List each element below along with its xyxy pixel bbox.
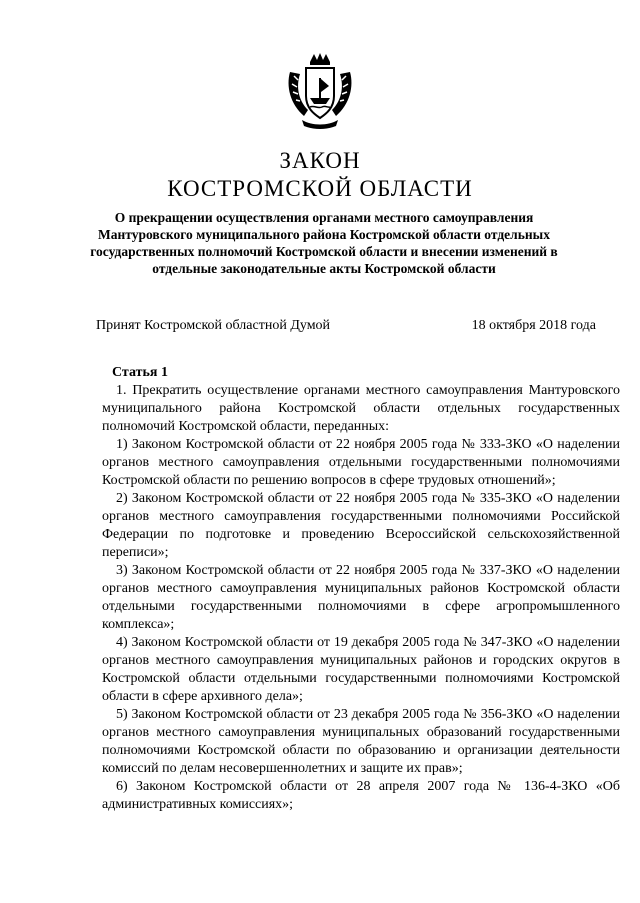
adopted-date: 18 октября 2018 года	[471, 318, 596, 333]
article-item-2: 2) Законом Костромской области от 22 ноября 2005 года № 335-ЗКО «О наделении органов местного самоуправления государственными полномочиями Российской Федерации по подготовке и проведению Всероссийской сельскохозяйственной переписи»;	[102, 491, 620, 560]
document-title-line1: ЗАКОН	[279, 148, 361, 173]
adopted-by: Принят Костромской областной Думой	[96, 318, 331, 333]
article-item-3: 3) Законом Костромской области от 22 ноября 2005 года № 337-ЗКО «О наделении органов местного самоуправления муниципальных районов Костромской области отдельными государственными полномочиями в сфере агропромышленного комплекса»;	[102, 563, 620, 632]
document-title-line2: КОСТРОМСКОЙ ОБЛАСТИ	[167, 176, 473, 201]
article-item-4: 4) Законом Костромской области от 19 декабря 2005 года № 347-ЗКО «О наделении органов местного самоуправления муниципальных районов и городских округов в Костромской области отдельными государственными полномочиями Костромской области в сфере архивного дела»;	[102, 635, 620, 704]
article-item-6: 6) Законом Костромской области от 28 апреля 2007 года № 136-4-ЗКО «Об административных комиссиях»;	[102, 779, 620, 812]
law-heading: О прекращении осуществления органами местного самоуправления Мантуровского муниципального района Костромской области отдельных государственных полномочий Костромской области и внесении изменений в отдельные законодательные акты Костромской области	[90, 210, 558, 276]
article-item-5: 5) Законом Костромской области от 23 декабря 2005 года № 356-ЗКО «О наделении органов местного самоуправления муниципальных образований государственными полномочиями Костромской области по образованию и организации деятельности комиссий по делам несовершеннолетних и защите их прав»;	[102, 707, 620, 776]
article-paragraph-1: 1. Прекратить осуществление органами местного самоуправления Мантуровского муниципального района Костромской области отдельных государственных полномочий Костромской области, переданных:	[102, 383, 620, 434]
adoption-line	[96, 317, 596, 335]
coat-of-arms-icon	[284, 52, 356, 132]
article-title: Статья 1	[112, 365, 168, 380]
article-item-1: 1) Законом Костромской области от 22 ноября 2005 года № 333-ЗКО «О наделении органов местного самоуправления отдельными государственными полномочиями Костромской области по решению вопросов в сфере трудовых отношений»;	[102, 437, 620, 488]
article-body	[102, 364, 620, 814]
